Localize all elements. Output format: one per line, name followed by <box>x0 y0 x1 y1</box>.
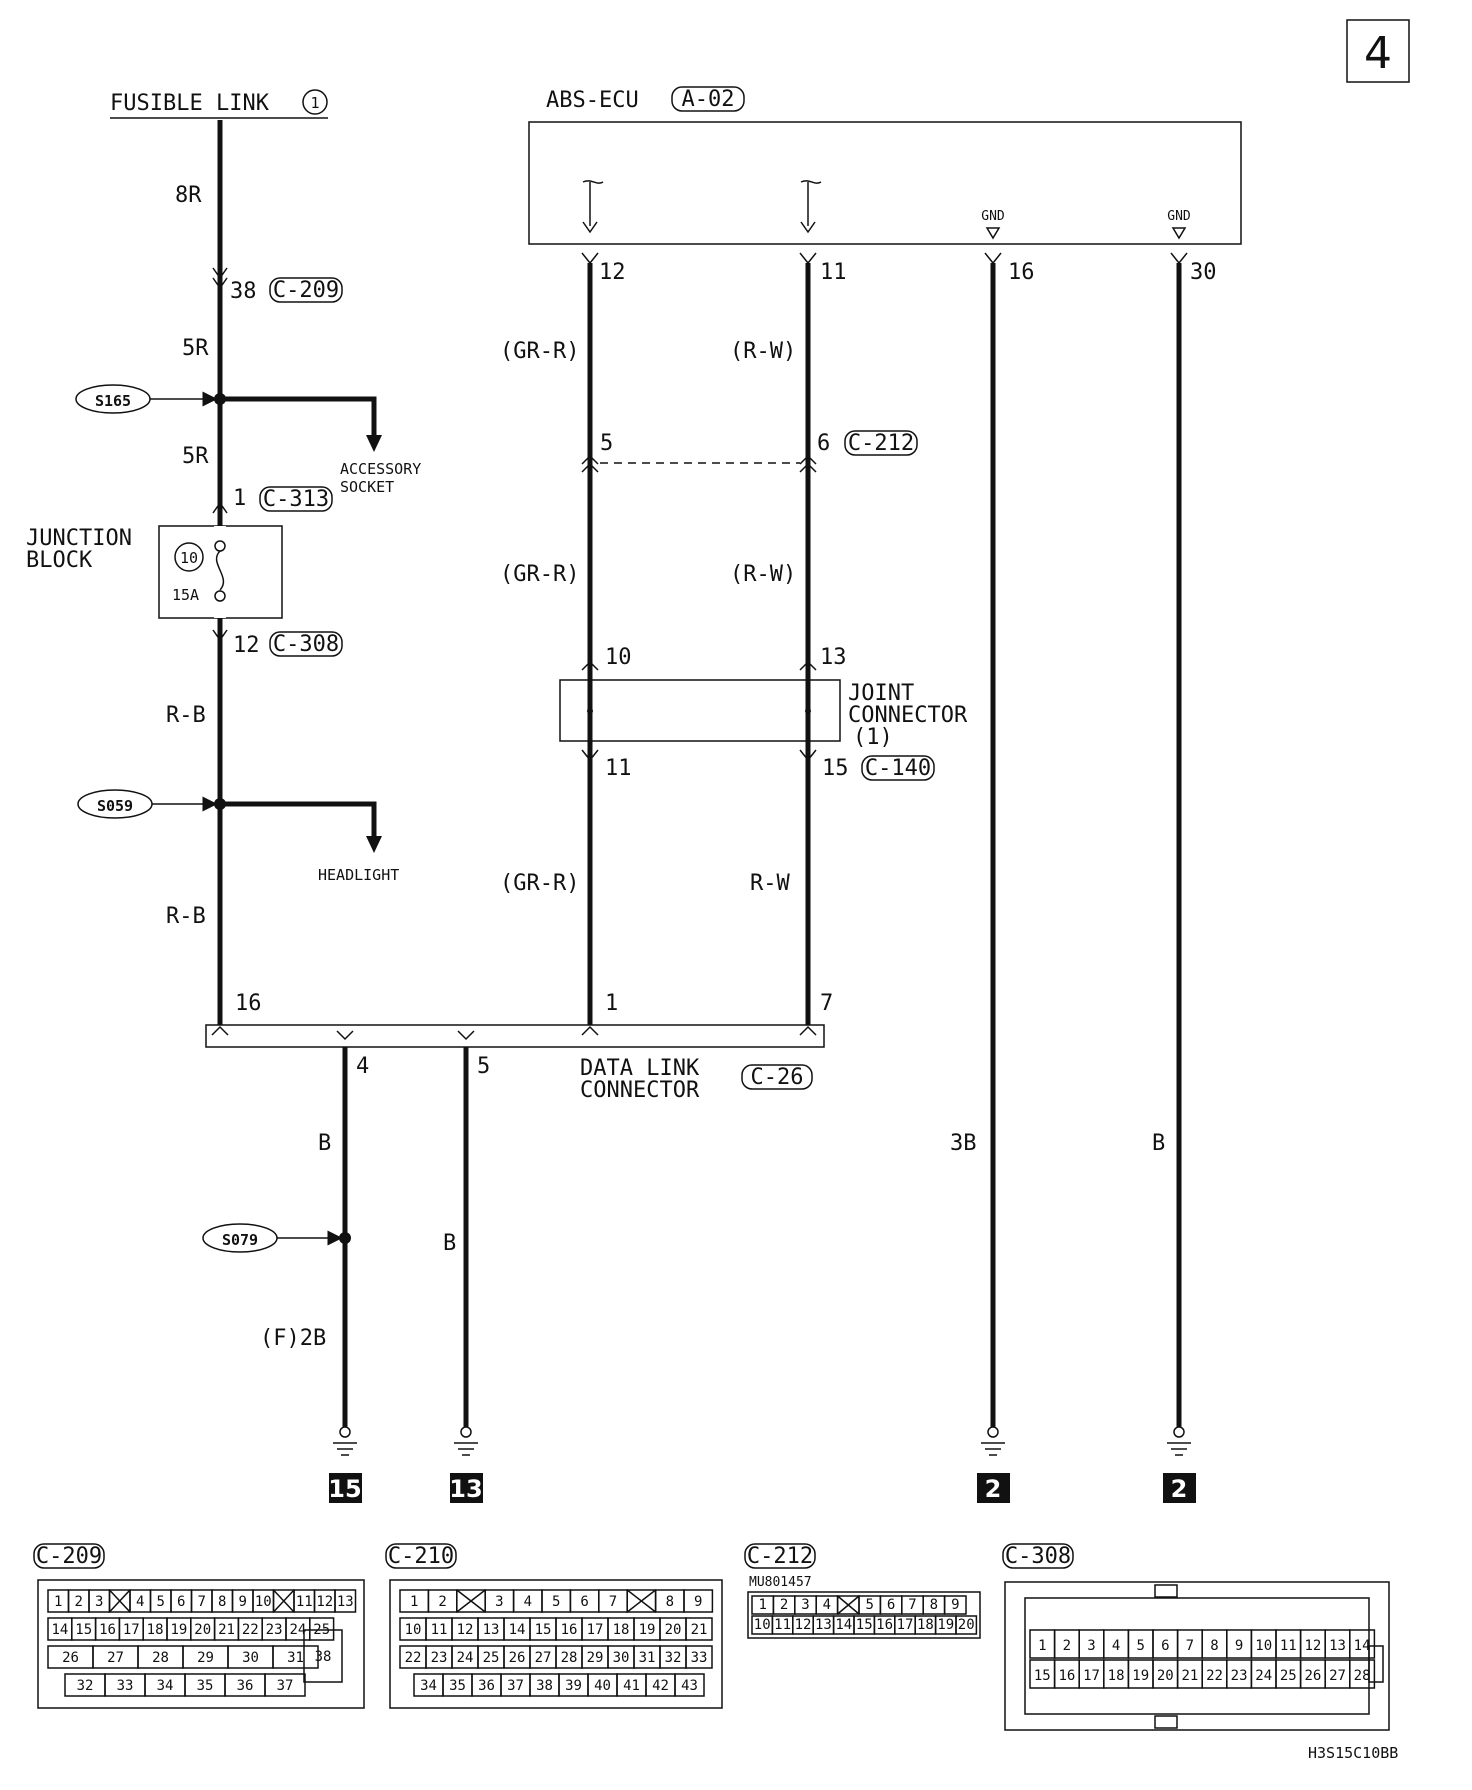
pin-number: 31 <box>638 1649 656 1666</box>
pin-number: 19 <box>170 1621 188 1638</box>
ground-symbol-2a <box>981 1427 1005 1455</box>
pin-10-jc: 10 <box>605 645 632 670</box>
wire-color-grr-a: (GR-R) <box>500 339 580 364</box>
pin-number: 5 <box>551 1593 561 1610</box>
pin-number: 37 <box>276 1677 294 1694</box>
pin-arrow-11 <box>800 253 816 263</box>
ref-c313: C-313 <box>262 487 330 512</box>
pin-number: 7 <box>197 1593 206 1610</box>
pin-number: 10 <box>1255 1638 1273 1655</box>
wire-color-b-a: B <box>318 1131 332 1156</box>
wire-color-b-b: B <box>443 1231 457 1256</box>
ref-c209: C-209 <box>272 278 340 303</box>
pin-number: 28 <box>560 1649 578 1666</box>
pin-number: 13 <box>814 1616 832 1633</box>
pin-number: 12 <box>1304 1638 1322 1655</box>
dlc-pin-7-icon <box>800 1027 816 1035</box>
ground-number-2a: 2 <box>984 1475 1002 1503</box>
pin-number: 3 <box>1087 1638 1096 1655</box>
splice-dot-s079 <box>339 1232 351 1244</box>
pin-number: 7 <box>1185 1638 1195 1655</box>
pin-1-c313: 1 <box>233 486 247 511</box>
connector-view-c212-title: C-212 <box>746 1544 814 1569</box>
pin-arrow-16 <box>985 253 1001 263</box>
headlight-arrow-icon <box>366 836 382 853</box>
wire-color-b-c: B <box>1152 1131 1166 1156</box>
pin-number: 3 <box>495 1593 504 1610</box>
pin-number: 8 <box>1210 1638 1219 1655</box>
pin-number: 36 <box>478 1677 495 1694</box>
wire-color-rw-b: (R-W) <box>730 562 797 587</box>
abs-ecu-box <box>529 122 1241 244</box>
ecu-signal-icon-12 <box>583 181 603 232</box>
pin-number: 5 <box>156 1593 165 1610</box>
pin-number: 4 <box>523 1593 533 1610</box>
accessory-label-1: ACCESSORY <box>340 460 422 478</box>
pin-number-38: 38 <box>314 1649 332 1665</box>
abs-ecu-label: ABS-ECU <box>546 88 639 113</box>
pin-number: 29 <box>586 1649 604 1666</box>
ref-c26: C-26 <box>750 1065 804 1090</box>
pin-number: 10 <box>404 1621 422 1638</box>
pin-number: 11 <box>295 1593 313 1610</box>
jc-dot-gr-r <box>587 708 593 714</box>
pin-number: 5 <box>1136 1638 1145 1655</box>
pin-number: 25 <box>313 1621 331 1638</box>
pin-number: 8 <box>665 1593 675 1610</box>
pin-number: 21 <box>1181 1668 1199 1685</box>
pin-number: 11 <box>430 1621 448 1638</box>
connector-view-c209 <box>34 1544 364 1708</box>
pin-number: 6 <box>886 1596 896 1613</box>
fuse-gap <box>214 526 226 618</box>
pin-5-dlc: 5 <box>477 1054 491 1079</box>
pin-number: 3 <box>801 1596 810 1613</box>
pin-number: 30 <box>612 1649 630 1666</box>
pin-number: 2 <box>1062 1638 1072 1655</box>
pin-number: 25 <box>1279 1668 1297 1685</box>
pin-number: 15 <box>1033 1668 1051 1685</box>
blank-pin-cross <box>457 1590 485 1612</box>
splice-s079: S079 <box>221 1231 259 1249</box>
pin-number: 16 <box>560 1621 578 1638</box>
c308-latch-bottom <box>1155 1716 1177 1728</box>
gnd-triangle-16 <box>987 228 999 238</box>
pin-number: 28 <box>1353 1668 1371 1685</box>
pin-number: 24 <box>1255 1668 1273 1685</box>
pin-number: 6 <box>580 1593 589 1610</box>
pin-number: 32 <box>664 1649 682 1666</box>
pin-number: 20 <box>664 1621 682 1638</box>
pin-number: 17 <box>896 1616 914 1633</box>
wire-color-8r: 8R <box>175 183 202 208</box>
pin-16-dlc: 16 <box>235 991 262 1016</box>
pin-number: 17 <box>122 1621 140 1638</box>
pin-number: 13 <box>336 1593 354 1610</box>
pin-number: 25 <box>482 1649 500 1666</box>
pin-38: 38 <box>230 279 257 304</box>
pin-number: 42 <box>652 1677 669 1694</box>
jc-dot-r-w <box>805 708 811 714</box>
pin-number: 4 <box>1111 1638 1121 1655</box>
ref-c140: C-140 <box>864 756 932 781</box>
pin-number: 14 <box>1353 1638 1371 1655</box>
data-link-connector-box <box>206 1025 824 1047</box>
wire-color-5r-b: 5R <box>182 444 209 469</box>
pin-number: 30 <box>242 1649 259 1666</box>
pin-number: 20 <box>957 1616 975 1633</box>
pin-number: 26 <box>62 1649 79 1666</box>
blank-pin-cross <box>838 1596 859 1614</box>
c308-latch-top <box>1155 1585 1177 1597</box>
accessory-arrow-icon <box>366 435 382 452</box>
pin-12-c308: 12 <box>233 633 260 658</box>
dlc-pin-4-icon <box>337 1031 353 1039</box>
pin-number: 8 <box>929 1596 939 1613</box>
pin-12-ecu: 12 <box>599 260 626 285</box>
wire-color-rw-a: (R-W) <box>730 339 797 364</box>
pin-number: 2 <box>74 1593 83 1610</box>
pin-15-jc: 15 <box>822 756 849 781</box>
ref-c212: C-212 <box>847 431 915 456</box>
pin-number: 13 <box>482 1621 500 1638</box>
pin-number: 38 <box>536 1677 553 1694</box>
pin-number: 35 <box>196 1677 214 1694</box>
dlc-pin-16-icon <box>212 1027 228 1035</box>
pin-number: 36 <box>236 1677 254 1694</box>
fusible-link-label: FUSIBLE LINK <box>110 91 269 116</box>
pin-number: 18 <box>146 1621 164 1638</box>
joint-connector-box <box>560 680 840 741</box>
pin-number: 23 <box>430 1649 448 1666</box>
pin-number: 39 <box>565 1677 582 1694</box>
connector-view-c210 <box>386 1544 722 1708</box>
pin-number: 15 <box>534 1621 552 1638</box>
pin-number: 7 <box>608 1593 618 1610</box>
pin-number: 5 <box>865 1596 874 1613</box>
pin-number: 19 <box>638 1621 656 1638</box>
joint-label-2: CONNECTOR <box>848 703 968 728</box>
wire-color-f2b: (F)2B <box>260 1326 327 1351</box>
pin-number: 9 <box>693 1593 703 1610</box>
pin-number: 16 <box>99 1621 116 1638</box>
dlc-label-2: CONNECTOR <box>580 1078 700 1103</box>
pin-number: 1 <box>758 1596 767 1613</box>
fuse-number: 10 <box>179 549 199 567</box>
blank-pin-cross <box>627 1590 655 1612</box>
ground-symbol-2b <box>1167 1427 1191 1455</box>
pin-arrow-30 <box>1171 253 1187 263</box>
accessory-label-2: SOCKET <box>340 478 395 496</box>
pin-number: 11 <box>1279 1638 1297 1655</box>
pin-number: 43 <box>681 1677 698 1694</box>
pin-number: 9 <box>238 1593 247 1610</box>
pin-number: 9 <box>1234 1638 1244 1655</box>
gnd-triangle-30 <box>1173 228 1185 238</box>
pin-number: 9 <box>951 1596 960 1613</box>
pin-number: 18 <box>612 1621 630 1638</box>
headlight-branch-wire <box>220 804 374 842</box>
pin-number: 13 <box>1329 1638 1346 1655</box>
junction-label-1: JUNCTION <box>26 526 132 551</box>
pin-number: 14 <box>51 1621 69 1638</box>
pin-13-jc: 13 <box>820 645 847 670</box>
fuse-amp: 15A <box>172 586 200 604</box>
pin-number: 24 <box>289 1621 307 1638</box>
pin-number: 3 <box>95 1593 104 1610</box>
pin-number: 27 <box>107 1649 124 1666</box>
pin-number: 15 <box>75 1621 93 1638</box>
accessory-branch-wire <box>220 399 374 440</box>
pin-16-ecu: 16 <box>1008 260 1035 285</box>
pin-number: 24 <box>456 1649 474 1666</box>
ground-symbol-15 <box>333 1427 357 1455</box>
connector-view-c210-title: C-210 <box>387 1544 455 1569</box>
pin-number: 22 <box>404 1649 422 1666</box>
pin-number: 12 <box>794 1616 812 1633</box>
joint-label-3: (1) <box>853 725 893 750</box>
pin-number: 17 <box>586 1621 604 1638</box>
pin-number: 32 <box>76 1677 94 1694</box>
wire-color-5r-a: 5R <box>182 336 209 361</box>
ground-number-2b: 2 <box>1170 1475 1188 1503</box>
pin-number: 34 <box>156 1677 174 1694</box>
splice-s059: S059 <box>96 797 134 815</box>
pin-number: 16 <box>876 1616 894 1633</box>
gnd-label-30: GND <box>1167 209 1191 224</box>
pin-6-c212: 6 <box>817 431 831 456</box>
pin-number: 21 <box>690 1621 708 1638</box>
pin-number: 18 <box>1107 1668 1125 1685</box>
pin-number: 10 <box>254 1593 272 1610</box>
pin-number: 20 <box>194 1621 212 1638</box>
pin-arrow-12 <box>582 253 598 263</box>
pin-30-ecu: 30 <box>1190 260 1217 285</box>
pin-number: 1 <box>409 1593 419 1610</box>
pin-number: 34 <box>420 1677 437 1694</box>
wire-color-rb-b: R-B <box>166 904 206 929</box>
splice-s165: S165 <box>94 392 132 410</box>
pin-number: 19 <box>1132 1668 1150 1685</box>
pin-number: 8 <box>218 1593 227 1610</box>
page-number-box <box>1347 20 1409 82</box>
pin-number: 28 <box>152 1649 169 1666</box>
pin-1-dlc: 1 <box>605 991 619 1016</box>
ref-c308: C-308 <box>272 632 340 657</box>
pin-number: 16 <box>1058 1668 1076 1685</box>
pin-number: 29 <box>197 1649 214 1666</box>
ground-number-13: 13 <box>449 1475 483 1503</box>
pin-number: 14 <box>508 1621 526 1638</box>
pin-11-ecu: 11 <box>820 260 847 285</box>
ground-number-15: 15 <box>328 1475 362 1503</box>
pin-number: 1 <box>1038 1638 1047 1655</box>
pin-number: 2 <box>438 1593 447 1610</box>
pin-number: 41 <box>623 1677 640 1694</box>
c212-part-number: MU801457 <box>749 1575 812 1590</box>
pin-number: 15 <box>855 1616 873 1633</box>
ref-a02: A-02 <box>681 87 735 112</box>
ground-symbol-13 <box>454 1427 478 1455</box>
pin-number: 20 <box>1156 1668 1174 1685</box>
pin-4-dlc: 4 <box>356 1054 370 1079</box>
pin-number: 2 <box>779 1596 789 1613</box>
page-number: 4 <box>1364 28 1392 79</box>
pin-number: 21 <box>218 1621 235 1638</box>
gnd-label-16: GND <box>981 209 1005 224</box>
blank-pin-cross <box>110 1590 131 1612</box>
pin-number: 23 <box>265 1621 283 1638</box>
pin-number: 26 <box>508 1649 526 1666</box>
c308-inner-shell <box>1025 1598 1369 1714</box>
pin-number: 18 <box>916 1616 934 1633</box>
pin-number: 4 <box>136 1593 145 1610</box>
pin-number: 10 <box>753 1616 771 1633</box>
pin-number: 4 <box>822 1596 832 1613</box>
pin-number: 35 <box>449 1677 466 1694</box>
ecu-signal-icon-11 <box>801 181 821 232</box>
pin-5-c212: 5 <box>600 431 614 456</box>
pin-number: 19 <box>937 1616 955 1633</box>
c308-housing <box>1005 1582 1389 1730</box>
dlc-pin-5-icon <box>458 1031 474 1039</box>
wire-color-grr-b: (GR-R) <box>500 562 580 587</box>
fusible-link-number: 1 <box>310 94 320 112</box>
pin-number: 1 <box>54 1593 63 1610</box>
blank-pin-cross <box>274 1590 295 1612</box>
pin-number: 12 <box>456 1621 474 1638</box>
pin-number: 37 <box>507 1677 524 1694</box>
pin-number: 40 <box>594 1677 611 1694</box>
drawing-code: H3S15C10BB <box>1308 1744 1399 1762</box>
wire-color-rb-a: R-B <box>166 703 206 728</box>
pin-number: 33 <box>690 1649 708 1666</box>
connector-view-c308 <box>1003 1544 1389 1730</box>
wire-color-3b: 3B <box>950 1131 977 1156</box>
headlight-label: HEADLIGHT <box>318 866 400 884</box>
pin-number: 26 <box>1304 1668 1322 1685</box>
pin-7-dlc: 7 <box>820 991 834 1016</box>
pin-number: 22 <box>241 1621 259 1638</box>
pin-number: 27 <box>1329 1668 1346 1685</box>
pin-number: 22 <box>1206 1668 1223 1685</box>
pin-number: 33 <box>116 1677 134 1694</box>
pin-number: 31 <box>287 1649 304 1666</box>
pin-number: 7 <box>908 1596 917 1613</box>
connector-view-c308-title: C-308 <box>1004 1544 1072 1569</box>
pin-number: 14 <box>835 1616 853 1633</box>
pin-number: 23 <box>1230 1668 1248 1685</box>
junction-label-2: BLOCK <box>26 548 93 573</box>
joint-label-1: JOINT <box>848 681 915 706</box>
wire-color-grr-c: (GR-R) <box>500 871 580 896</box>
pin-number: 27 <box>534 1649 552 1666</box>
pin-number: 12 <box>316 1593 334 1610</box>
pin-number: 6 <box>1161 1638 1170 1655</box>
c308-key <box>1369 1646 1383 1682</box>
connector-view-c209-title: C-209 <box>35 1544 103 1569</box>
dlc-pin-1-icon <box>582 1027 598 1035</box>
connector-view-c212 <box>745 1544 980 1638</box>
pin-number: 11 <box>774 1616 792 1633</box>
pin-number: 6 <box>177 1593 186 1610</box>
pin-11-jc: 11 <box>605 756 632 781</box>
pin-number: 17 <box>1083 1668 1100 1685</box>
wire-color-rw-c: R-W <box>750 871 790 896</box>
dlc-label-1: DATA LINK <box>580 1056 700 1081</box>
